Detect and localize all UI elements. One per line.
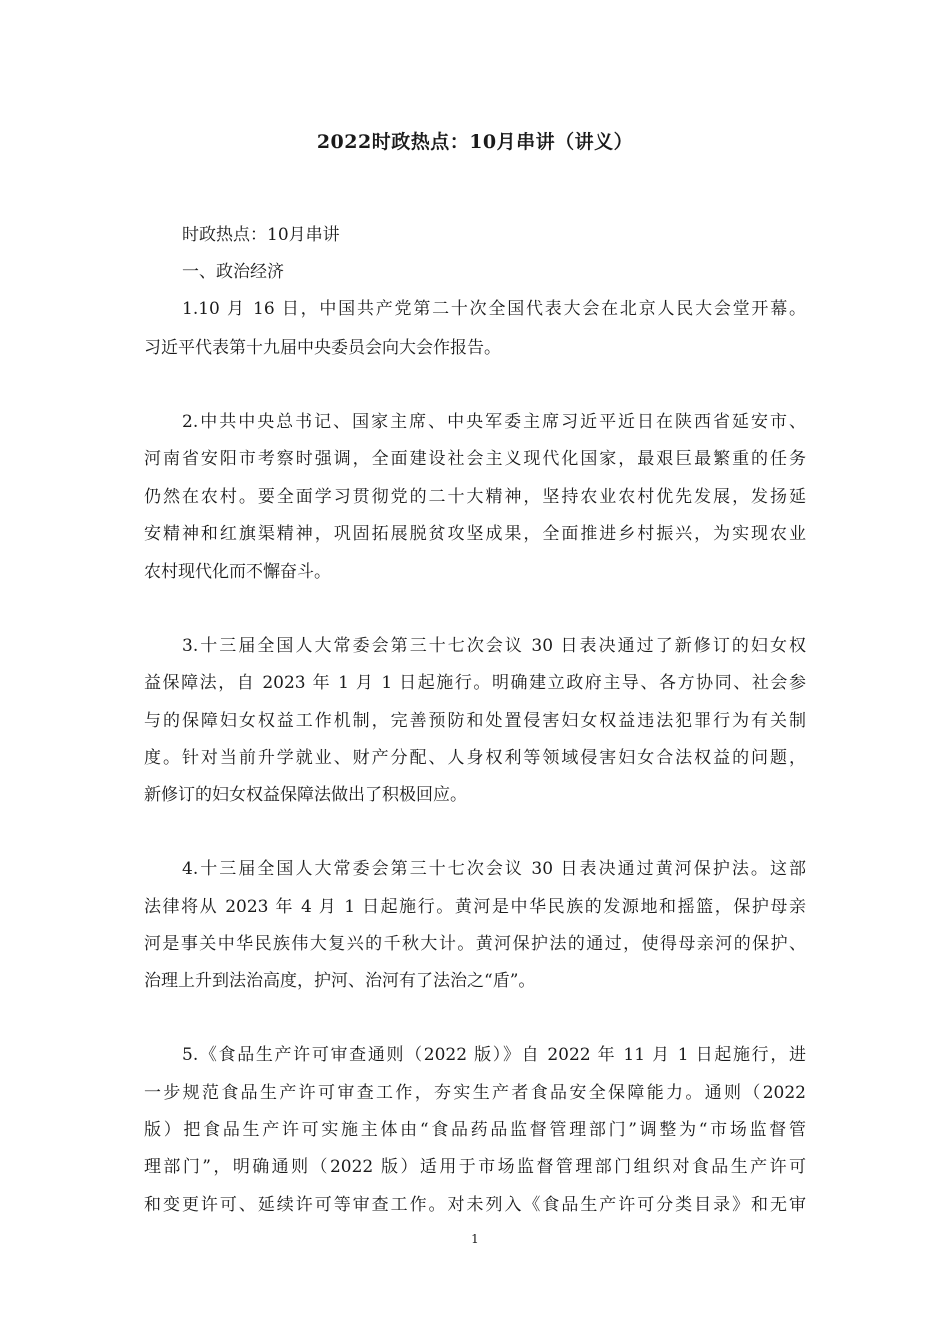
paragraph-line: 河南省安阳市考察时强调，全面建设社会主义现代化国家，最艰巨最繁重的任务: [144, 449, 806, 469]
section-heading: 一、政治经济: [182, 262, 284, 282]
paragraph-line: 版）把食品生产许可实施主体由“食品药品监督管理部门”调整为“市场监督管: [144, 1120, 806, 1140]
paragraph-line: 4.十三届全国人大常委会第三十七次会议 30 日表决通过黄河保护法。这部: [182, 859, 806, 879]
paragraph-line: 法律将从 2023 年 4 月 1 日起施行。黄河是中华民族的发源地和摇篮，保护母亲: [144, 897, 806, 917]
document-title: 2022时政热点：10月串讲（讲义）: [316, 131, 634, 153]
paragraph-line: 5.《食品生产许可审查通则（2022 版）》自 2022 年 11 月 1 日起施行，进: [182, 1045, 806, 1065]
subtitle: 时政热点：10月串讲: [182, 225, 340, 245]
paragraph-line: 新修订的妇女权益保障法做出了积极回应。: [144, 785, 467, 805]
paragraph-line: 安精神和红旗渠精神，巩固拓展脱贫攻坚成果，全面推进乡村振兴，为实现农业: [144, 524, 806, 544]
paragraph-line: 2.中共中央总书记、国家主席、中央军委主席习近平近日在陕西省延安市、: [182, 412, 806, 432]
paragraph-line: 与的保障妇女权益工作机制，完善预防和处置侵害妇女权益违法犯罪行为有关制: [144, 711, 806, 731]
paragraph-line: 和变更许可、延续许可等审查工作。对未列入《食品生产许可分类目录》和无审: [144, 1195, 806, 1215]
paragraph-line: 仍然在农村。要全面学习贯彻党的二十大精神，坚持农业农村优先发展，发扬延: [144, 487, 806, 507]
paragraph-line: 一步规范食品生产许可审查工作，夯实生产者食品安全保障能力。通则（2022: [144, 1083, 806, 1103]
paragraph-line: 农村现代化而不懈奋斗。: [144, 562, 331, 582]
page-number: 1: [471, 1232, 479, 1246]
paragraph-line: 习近平代表第十九届中央委员会向大会作报告。: [144, 338, 501, 358]
paragraph-line: 河是事关中华民族伟大复兴的千秋大计。黄河保护法的通过，使得母亲河的保护、: [144, 934, 806, 954]
paragraph-line: 3.十三届全国人大常委会第三十七次会议 30 日表决通过了新修订的妇女权: [182, 636, 806, 656]
paragraph-line: 治理上升到法治高度，护河、治河有了法治之“盾”。: [144, 971, 536, 991]
paragraph-line: 理部门”，明确通则（2022 版）适用于市场监督管理部门组织对食品生产许可: [144, 1157, 806, 1177]
paragraph-line: 度。针对当前升学就业、财产分配、人身权利等领域侵害妇女合法权益的问题，: [144, 748, 806, 768]
paragraph-line: 1.10 月 16 日，中国共产党第二十次全国代表大会在北京人民大会堂开幕。: [182, 299, 806, 319]
paragraph-line: 益保障法，自 2023 年 1 月 1 日起施行。明确建立政府主导、各方协同、社会参: [144, 673, 806, 693]
